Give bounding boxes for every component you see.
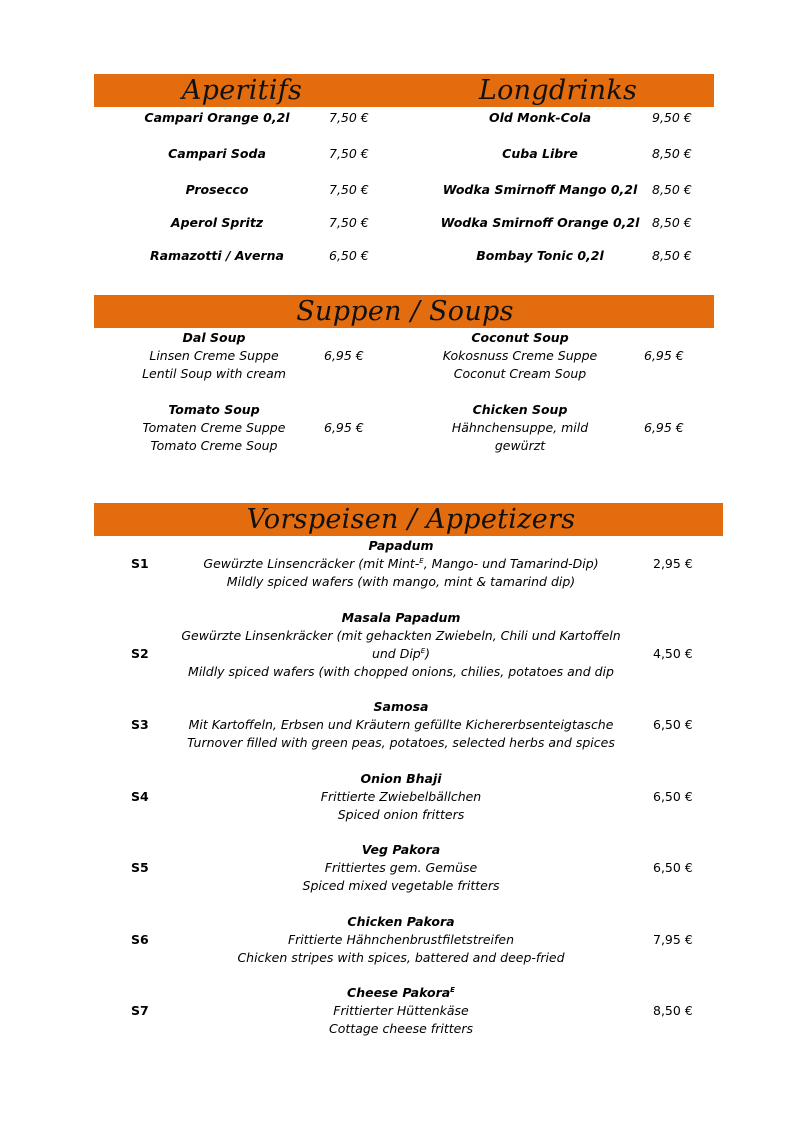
longdrink-price: 8,50 € <box>652 182 692 197</box>
soup-desc-de: Kokosnuss Creme Suppe <box>442 348 598 363</box>
appetizer-name: Masala Papadum <box>341 610 461 625</box>
soup-desc-en: Lentil Soup with cream <box>142 366 286 381</box>
appetizer-price: 7,95 € <box>653 932 693 947</box>
soups-title: Suppen / Soups <box>296 296 514 327</box>
appetizer-desc-de: Frittierter Hüttenkäse <box>333 1003 469 1018</box>
appetizer-desc-de: Gewürzte Linsenkräcker (mit gehackten Zwiebeln, Chili und Kartoffeln <box>181 628 621 643</box>
appetizer-price: 6,50 € <box>653 789 693 804</box>
aperitif-price: 7,50 € <box>329 146 369 161</box>
soup-name: Tomato Soup <box>168 402 260 417</box>
appetizer-code: S5 <box>131 860 149 875</box>
appetizer-price: 6,50 € <box>653 860 693 875</box>
appetizer-price: 2,95 € <box>653 556 693 571</box>
appetizer-desc-en: Mildly spiced wafers (with chopped onions, chilies, potatoes and dip <box>188 664 614 679</box>
aperitif-price: 7,50 € <box>329 182 369 197</box>
appetizer-name: Cheese Pakora$^E$ <box>347 985 455 1000</box>
soup-price: 6,95 € <box>324 348 364 363</box>
aperitif-price: 7,50 € <box>329 215 369 230</box>
longdrink-price: 8,50 € <box>652 146 692 161</box>
longdrink-name: Cuba Libre <box>502 146 578 161</box>
soup-desc-en: gewürzt <box>494 438 546 453</box>
soup-name: Dal Soup <box>182 330 246 345</box>
appetizer-name: Samosa <box>373 699 429 714</box>
soup-desc-de: Linsen Creme Suppe <box>149 348 279 363</box>
longdrink-name: Old Monk-Cola <box>488 110 592 125</box>
longdrink-price: 8,50 € <box>652 215 692 230</box>
soup-desc-en: Tomato Creme Soup <box>150 438 278 453</box>
aperitif-name: Campari Soda <box>168 146 266 161</box>
aperitif-name: Ramazotti / Averna <box>149 248 285 263</box>
aperitif-price: 6,50 € <box>329 248 369 263</box>
longdrinks-title: Longdrinks <box>478 75 638 106</box>
appetizer-desc-de: Frittierte Zwiebelbällchen <box>320 789 482 804</box>
longdrink-name: Bombay Tonic 0,2l <box>476 248 604 263</box>
soup-desc-en: Coconut Cream Soup <box>453 366 587 381</box>
appetizer-price: 4,50 € <box>653 646 693 661</box>
soup-price: 6,95 € <box>324 420 364 435</box>
drinks-header-bar <box>94 74 714 107</box>
appetizer-name: Veg Pakora <box>361 842 441 857</box>
appetizer-name: Papadum <box>368 538 434 553</box>
appetizer-price: 6,50 € <box>653 717 693 732</box>
aperitif-price: 7,50 € <box>329 110 369 125</box>
appetizer-desc-en: Spiced onion fritters <box>337 807 465 822</box>
appetizers-header-bar <box>94 503 723 536</box>
appetizer-name: Chicken Pakora <box>347 914 455 929</box>
longdrink-name: Wodka Smirnoff Orange 0,2l <box>440 215 640 230</box>
aperitif-name: Prosecco <box>185 182 249 197</box>
appetizer-code: S4 <box>131 789 149 804</box>
appetizer-name: Onion Bhaji <box>360 771 442 786</box>
appetizer-code: S6 <box>131 932 149 947</box>
aperitifs-title: Aperitifs <box>181 75 303 106</box>
appetizer-price: 8,50 € <box>653 1003 693 1018</box>
appetizer-desc-de: Frittiertes gem. Gemüse <box>324 860 478 875</box>
longdrink-name: Wodka Smirnoff Mango 0,2l <box>442 182 638 197</box>
longdrink-price: 9,50 € <box>652 110 692 125</box>
appetizer-desc-en: Turnover filled with green peas, potatoes, selected herbs and spices <box>187 735 615 750</box>
appetizer-desc-de: Gewürzte Linsencräcker (mit Mint-$^E$, Mango- und Tamarind-Dip) <box>203 556 599 571</box>
appetizer-code: S1 <box>131 556 149 571</box>
longdrink-price: 8,50 € <box>652 248 692 263</box>
soups-header-bar <box>94 295 714 328</box>
soup-desc-de: Hähnchensuppe, mild <box>451 420 589 435</box>
appetizer-desc-de: Mit Kartoffeln, Erbsen und Kräutern gefüllte Kichererbsenteigtasche <box>188 717 614 732</box>
appetizer-code: S7 <box>131 1003 149 1018</box>
appetizer-desc-en: Chicken stripes with spices, battered and deep-fried <box>237 950 565 965</box>
appetizer-code: S2 <box>131 646 149 661</box>
soup-name: Coconut Soup <box>471 330 569 345</box>
appetizers-title: Vorspeisen / Appetizers <box>246 504 576 535</box>
appetizer-desc-en: Cottage cheese fritters <box>329 1021 473 1036</box>
appetizer-desc-en: Spiced mixed vegetable fritters <box>302 878 500 893</box>
soup-price: 6,95 € <box>644 348 684 363</box>
aperitif-name: Aperol Spritz <box>170 215 264 230</box>
appetizer-code: S3 <box>131 717 149 732</box>
soup-desc-de: Tomaten Creme Suppe <box>142 420 286 435</box>
appetizer-desc-de: Frittierte Hähnchenbrustfiletstreifen <box>287 932 515 947</box>
aperitif-name: Campari Orange 0,2l <box>144 110 290 125</box>
soup-price: 6,95 € <box>644 420 684 435</box>
soup-name: Chicken Soup <box>472 402 568 417</box>
appetizer-desc-en: Mildly spiced wafers (with mango, mint & tamarind dip) <box>226 574 576 589</box>
appetizer-desc-de-cont: und Dip$^E$) <box>371 646 431 661</box>
